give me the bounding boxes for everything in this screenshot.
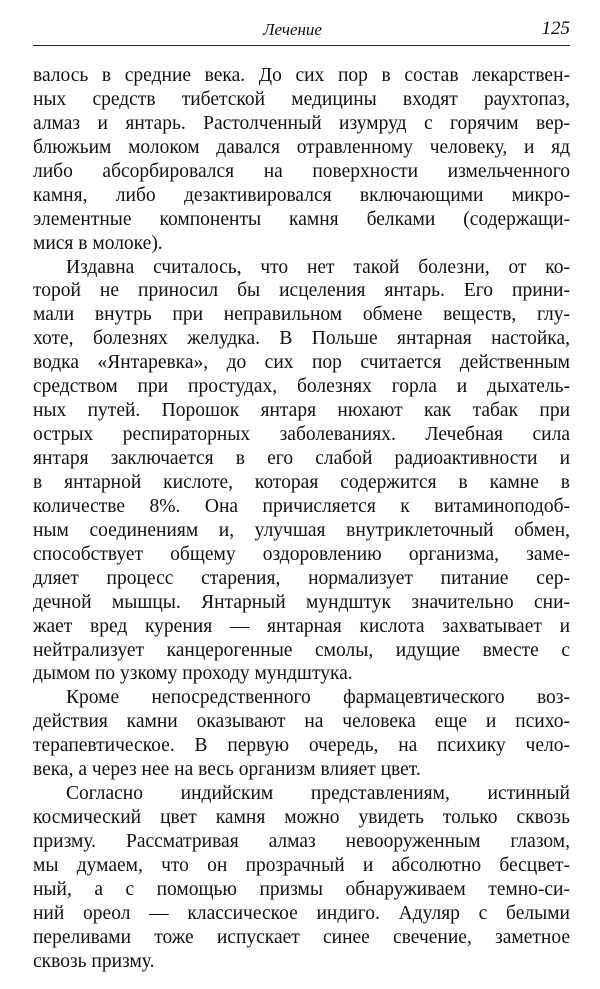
text-line: сквозь призму.	[33, 950, 155, 972]
text-line: ный, а с помощью призмы обнаруживаем темно-си-	[33, 878, 570, 900]
text-line: водка «Янтаревка», до сих пор считается действенным	[33, 352, 570, 374]
text-line: валось в средние века. До сих пор в состав лекарствен-	[33, 65, 570, 86]
text-line: острых респираторных заболеваниях. Лечебная сила	[33, 424, 570, 446]
text-line: камня, либо дезактивировался включающими микро-	[33, 184, 570, 206]
body-text	[33, 64, 570, 974]
text-line: нейтрализует канцерогенные смолы, идущие вместе с	[33, 639, 570, 661]
text-line: средством при простудах, болезнях горла и дыхатель-	[33, 376, 570, 398]
text-line: либо абсорбировался на поверхности измельченного	[33, 160, 570, 182]
text-line: призму. Рассматривая алмаз невооруженным глазом,	[33, 831, 570, 852]
text-line: мали внутрь при неправильном обмене веществ, глу-	[33, 304, 570, 326]
text-line: ным соединениям и, улучшая внутриклеточный обмен,	[33, 519, 570, 541]
text-line: способствует общему оздоровлению организма, заме-	[33, 543, 570, 565]
running-title: Лечение	[263, 20, 322, 39]
text-line: космический цвет камня можно увидеть только сквозь	[33, 807, 570, 829]
text-line: алмаз и янтарь. Растолченный изумруд с горячим вер-	[33, 112, 570, 134]
text-line: элементные компоненты камня белками (содержащи-	[33, 208, 570, 230]
page-header	[33, 18, 570, 44]
text-line: торой не приносил бы исцеления янтарь. Его прини-	[33, 280, 570, 302]
text-line: века, а через нее на весь организм влияет цвет.	[33, 759, 421, 781]
text-line: дымом по узкому проходу мундштука.	[33, 663, 353, 685]
text-line: Издавна считалось, что нет такой болезни, от ко-	[66, 256, 570, 278]
text-line: терапевтическое. В первую очередь, на психику чело-	[33, 735, 570, 757]
header-rule	[33, 45, 570, 46]
text-line: дечной мышцы. Янтарный мундштук значительно сни-	[33, 591, 570, 613]
text-line: дляет процесс старения, нормализует питание сер-	[33, 567, 570, 589]
text-line: ных путей. Порошок янтаря нюхают как табак при	[33, 400, 570, 422]
text-line: мы думаем, что он прозрачный и абсолютно бесцвет-	[33, 854, 570, 876]
page-number: 125	[541, 18, 570, 39]
text-line: мися в молоке).	[33, 232, 163, 254]
text-line: ний ореол — классическое индиго. Адуляр с белыми	[33, 902, 570, 924]
text-line: хоте, болезнях желудка. В Польше янтарная настойка,	[33, 328, 570, 350]
text-line: в янтарной кислоте, которая содержится в камне в	[33, 471, 570, 493]
text-line: янтаря заключается в его слабой радиоактивности и	[33, 448, 570, 469]
text-line: Кроме непосредственного фармацевтического воз-	[66, 687, 570, 709]
text-line: переливами тоже испускает синее свечение, заметное	[33, 926, 570, 948]
text-line: действия камни оказывают на человека еще и психо-	[33, 711, 570, 733]
text-line: количестве 8%. Она причисляется к витаминоподоб-	[33, 495, 570, 517]
text-line: жает вред курения — янтарная кислота захватывает и	[33, 615, 570, 637]
text-line: ных средств тибетской медицины входят раухтопаз,	[33, 88, 570, 110]
text-line: Согласно индийским представлениям, истинный	[66, 783, 570, 805]
text-line: блюжьим молоком давался отравленному человеку, и яд	[33, 136, 570, 158]
